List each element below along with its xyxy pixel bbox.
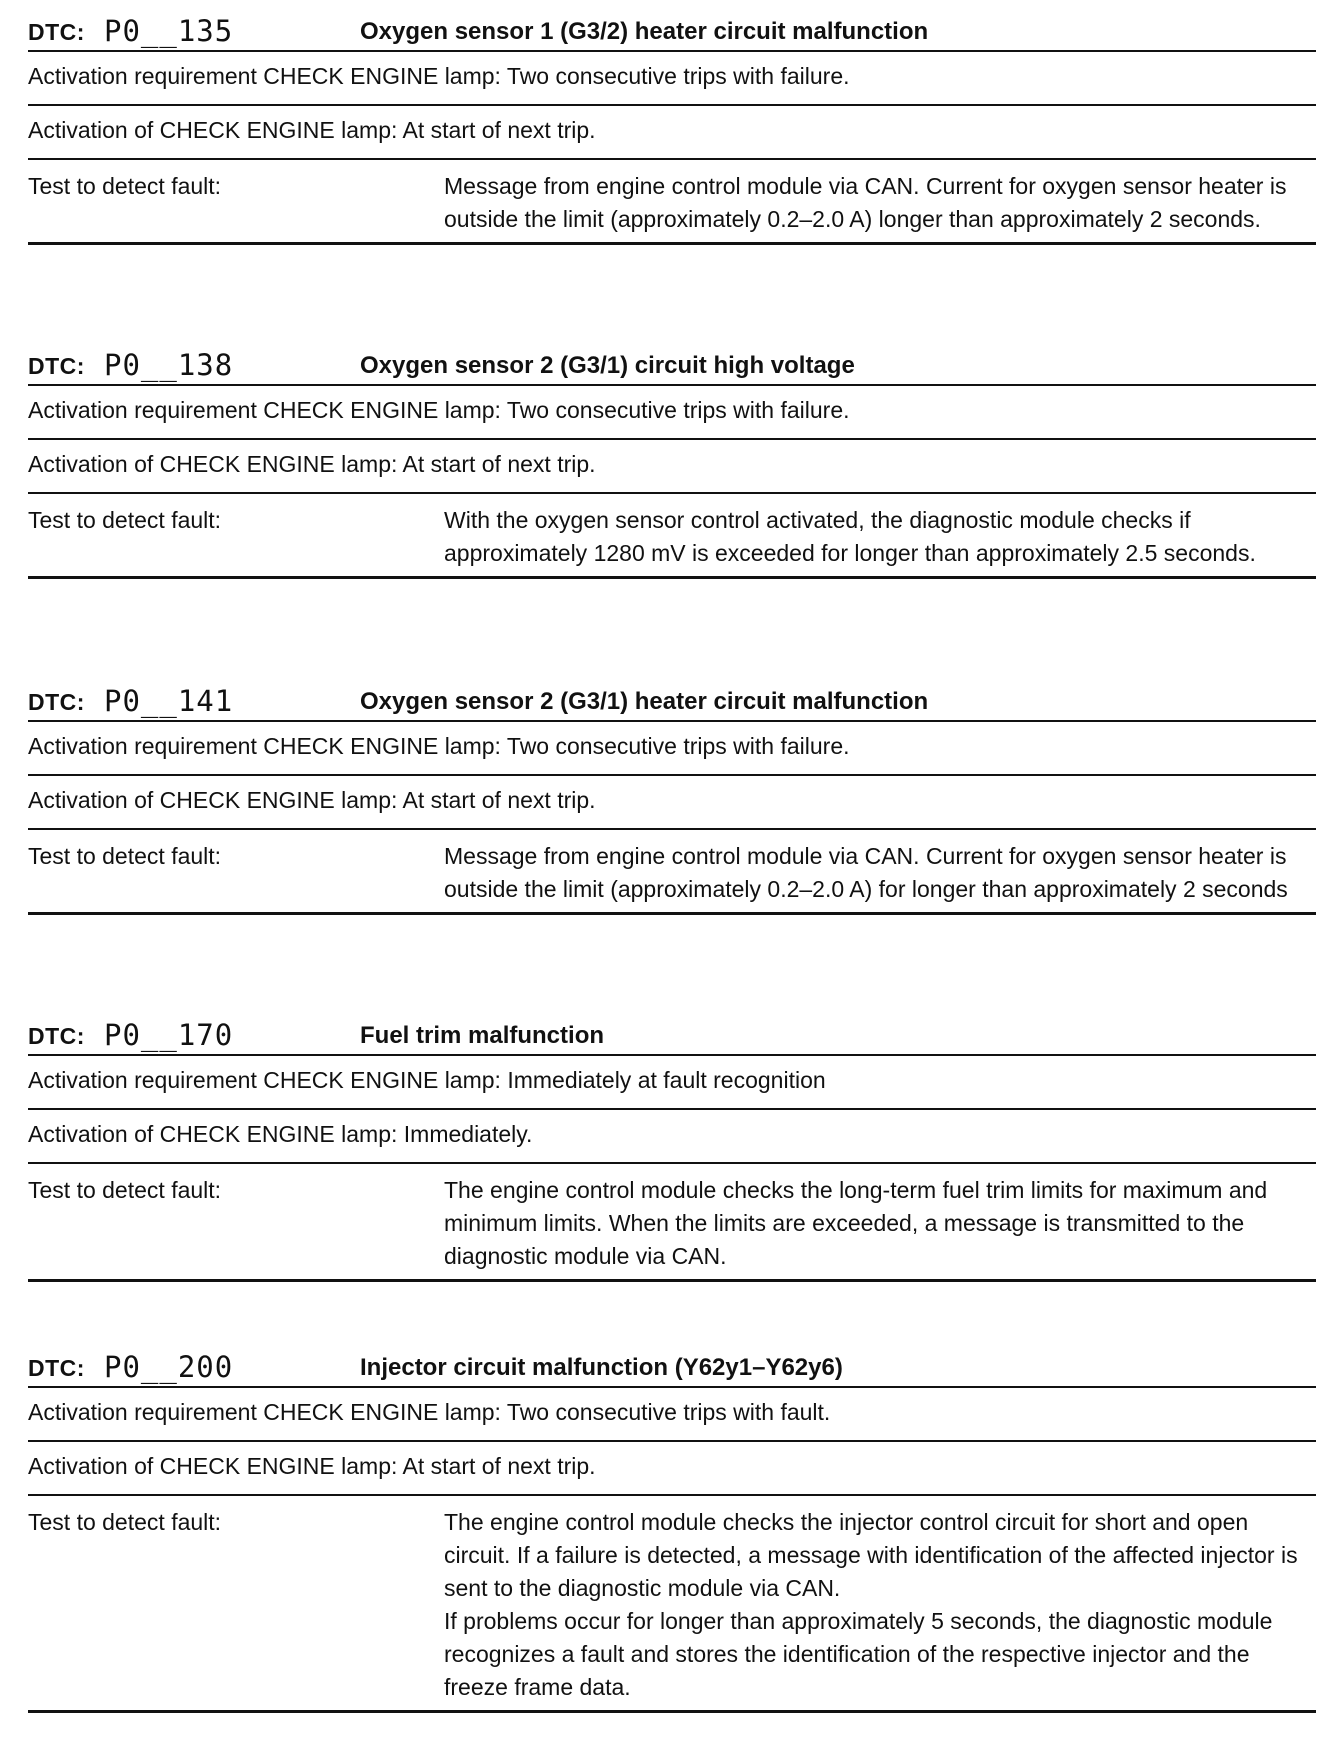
activation-requirement: Activation requirement CHECK ENGINE lamp: Two consecutive trips with failure. [28, 386, 1316, 440]
dtc-title: Injector circuit malfunction (Y62y1–Y62y6) [360, 1354, 843, 1381]
dtc-entry [28, 1004, 1316, 1282]
activation-requirement: Activation requirement CHECK ENGINE lamp: Two consecutive trips with failure. [28, 52, 1316, 106]
dtc-label: DTC: [28, 353, 85, 379]
dtc-title: Oxygen sensor 2 (G3/1) circuit high voltage [360, 352, 855, 379]
activation-requirement: Activation requirement CHECK ENGINE lamp: Immediately at fault recognition [28, 1056, 1316, 1110]
dtc-entry [28, 0, 1316, 245]
test-label: Test to detect fault: [28, 507, 222, 533]
test-description [444, 1506, 1310, 1704]
test-description-text: Message from engine control module via CAN. Current for oxygen sensor heater is outside the limit (approximately 0.2–2.0 A) longer than approximately 2 seconds. [444, 173, 1287, 232]
dtc-entry [28, 334, 1316, 579]
dtc-header [28, 0, 1316, 52]
test-description-text: Message from engine control module via CAN. Current for oxygen sensor heater is outside the limit (approximately 0.2–2.0 A) for longer than approximately 2 seconds [444, 843, 1288, 902]
dtc-code: P0__135 [104, 14, 234, 48]
dtc-code: P0__200 [104, 1350, 234, 1384]
test-label: Test to detect fault: [28, 1509, 222, 1535]
dtc-header [28, 1004, 1316, 1056]
activation-lamp: Activation of CHECK ENGINE lamp: At start of next trip. [28, 440, 1316, 494]
test-row [28, 160, 1316, 245]
test-description [444, 170, 1310, 236]
activation-lamp: Activation of CHECK ENGINE lamp: At start of next trip. [28, 1442, 1316, 1496]
test-description [444, 1174, 1310, 1273]
dtc-code: P0__170 [104, 1018, 234, 1052]
dtc-header [28, 1336, 1316, 1388]
test-row [28, 830, 1316, 915]
test-description-text: The engine control module checks the injector control circuit for short and open circuit. If a failure is detected, a message with identification of the affected injector is sent to the diagnostic module via CAN. [444, 1509, 1298, 1601]
activation-requirement: Activation requirement CHECK ENGINE lamp: Two consecutive trips with failure. [28, 722, 1316, 776]
dtc-label: DTC: [28, 19, 85, 45]
dtc-entry [28, 1336, 1316, 1713]
test-description-text: The engine control module checks the long-term fuel trim limits for maximum and minimum limits. When the limits are exceeded, a message is transmitted to the diagnostic module via CAN. [444, 1177, 1268, 1269]
dtc-code: P0__138 [104, 348, 234, 382]
test-description-text-2: If problems occur for longer than approximately 5 seconds, the diagnostic module recognizes a fault and stores the identification of the respective injector and the freeze frame data. [444, 1608, 1273, 1700]
dtc-title: Oxygen sensor 1 (G3/2) heater circuit malfunction [360, 18, 929, 45]
dtc-label: DTC: [28, 689, 85, 715]
test-description-text: With the oxygen sensor control activated, the diagnostic module checks if approximately 1280 mV is exceeded for longer than approximately 2.5 seconds. [444, 507, 1256, 566]
dtc-header [28, 670, 1316, 722]
activation-lamp: Activation of CHECK ENGINE lamp: Immediately. [28, 1110, 1316, 1164]
activation-lamp: Activation of CHECK ENGINE lamp: At start of next trip. [28, 106, 1316, 160]
dtc-label: DTC: [28, 1023, 85, 1049]
test-label: Test to detect fault: [28, 843, 222, 869]
dtc-header [28, 334, 1316, 386]
test-row [28, 494, 1316, 579]
dtc-title: Oxygen sensor 2 (G3/1) heater circuit malfunction [360, 688, 929, 715]
test-row [28, 1164, 1316, 1282]
test-description [444, 840, 1310, 906]
dtc-label: DTC: [28, 1355, 85, 1381]
test-label: Test to detect fault: [28, 173, 222, 199]
test-row [28, 1496, 1316, 1713]
activation-requirement: Activation requirement CHECK ENGINE lamp: Two consecutive trips with fault. [28, 1388, 1316, 1442]
activation-lamp: Activation of CHECK ENGINE lamp: At start of next trip. [28, 776, 1316, 830]
test-description [444, 504, 1310, 570]
test-label: Test to detect fault: [28, 1177, 222, 1203]
dtc-title: Fuel trim malfunction [360, 1022, 605, 1049]
dtc-entry [28, 670, 1316, 915]
dtc-code: P0__141 [104, 684, 234, 718]
